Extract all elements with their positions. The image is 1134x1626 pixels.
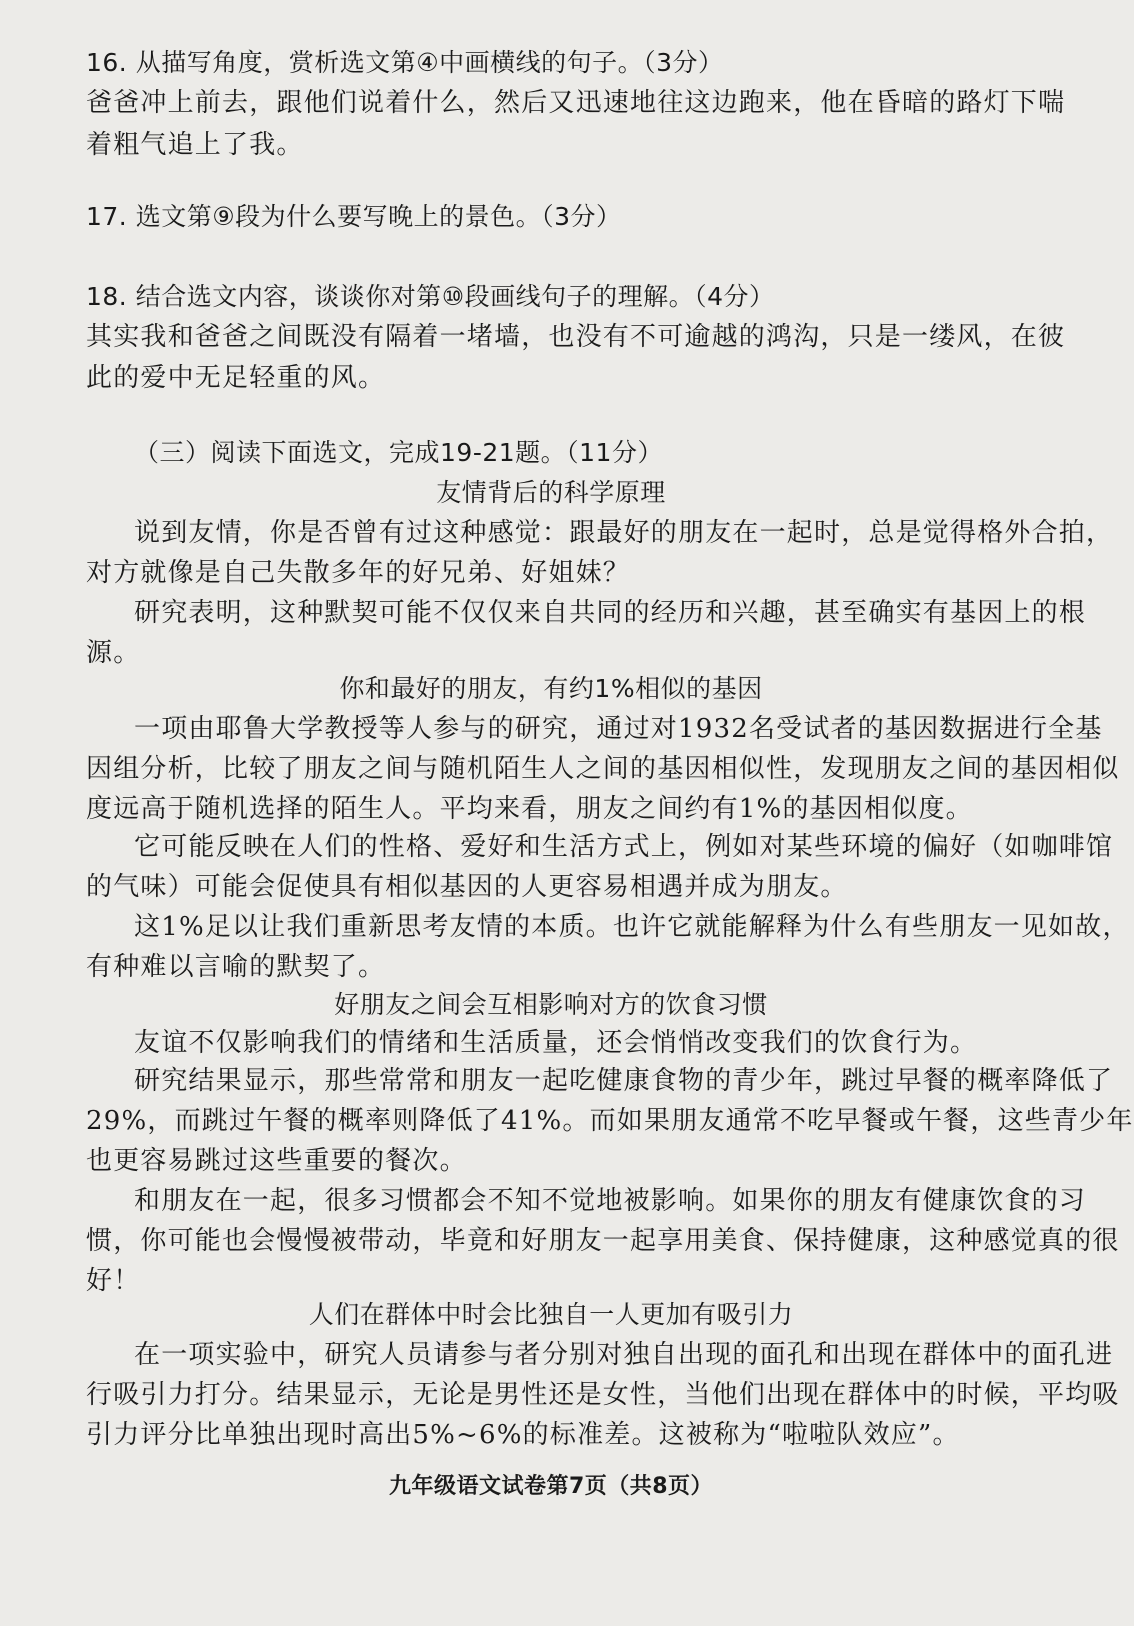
sub3-line-3: 引力评分比单独出现时高出5%~6%的标准差。这被称为“啦啦队效应”。 bbox=[86, 1420, 960, 1450]
intro-line-2: 对方就像是自己失散多年的好兄弟、好姐妹？ bbox=[86, 558, 631, 588]
sub2-line-3: 29%，而跳过午餐的概率则降低了41%。而如果朋友通常不吃早餐或午餐，这些青少年 bbox=[86, 1106, 1134, 1136]
sub1-line-1: 一项由耶鲁大学教授等人参与的研究，通过对1932名受试者的基因数据进行全基 bbox=[134, 714, 1103, 744]
subheading-3: 人们在群体中时会比独自一人更加有吸引力 bbox=[308, 1300, 794, 1329]
sub1-line-6: 这1%足以让我们重新思考友情的本质。也许它就能解释为什么有些朋友一见如故， bbox=[134, 912, 1130, 942]
intro-line-1: 说到友情，你是否曾有过这种感觉：跟最好的朋友在一起时，总是觉得格外合拍， bbox=[134, 518, 1114, 548]
question-18-quote-line-1: 其实我和爸爸之间既没有隔着一堵墙，也没有不可逾越的鸿沟，只是一缕风，在彼 bbox=[86, 322, 1066, 352]
sub1-line-5: 的气味）可能会促使具有相似基因的人更容易相遇并成为朋友。 bbox=[86, 872, 848, 902]
sub1-line-7: 有种难以言喻的默契了。 bbox=[86, 952, 386, 982]
intro-line-4: 源。 bbox=[86, 638, 141, 668]
question-17-prompt: 17. 选文第⑨段为什么要写晚上的景色。（3分） bbox=[86, 202, 622, 231]
intro-line-3: 研究表明，这种默契可能不仅仅来自共同的经历和兴趣，甚至确实有基因上的根 bbox=[134, 598, 1087, 628]
question-18-prompt: 18. 结合选文内容，谈谈你对第⑩段画线句子的理解。（4分） bbox=[86, 282, 775, 311]
sub2-line-1: 友谊不仅影响我们的情绪和生活质量，还会悄悄改变我们的饮食行为。 bbox=[134, 1028, 978, 1058]
sub1-line-2: 因组分析，比较了朋友之间与随机陌生人之间的基因相似性，发现朋友之间的基因相似 bbox=[86, 754, 1120, 784]
sub2-line-2: 研究结果显示，那些常常和朋友一起吃健康食物的青少年，跳过早餐的概率降低了 bbox=[134, 1066, 1114, 1096]
question-16-quote-line-1: 爸爸冲上前去，跟他们说着什么，然后又迅速地往这边跑来，他在昏暗的路灯下喘 bbox=[86, 88, 1066, 118]
question-16-prompt: 16. 从描写角度，赏析选文第④中画横线的句子。（3分） bbox=[86, 48, 724, 77]
question-18-quote-line-2: 此的爱中无足轻重的风。 bbox=[86, 363, 386, 393]
sub2-line-5: 和朋友在一起，很多习惯都会不知不觉地被影响。如果你的朋友有健康饮食的习 bbox=[134, 1186, 1087, 1216]
sub1-line-4: 它可能反映在人们的性格、爱好和生活方式上，例如对某些环境的偏好（如咖啡馆 bbox=[134, 832, 1114, 862]
section-3-header: （三）阅读下面选文，完成19-21题。（11分） bbox=[134, 438, 663, 467]
sub1-line-3: 度远高于随机选择的陌生人。平均来看，朋友之间约有1%的基因相似度。 bbox=[86, 794, 973, 824]
sub2-line-6: 惯，你可能也会慢慢被带动，毕竟和好朋友一起享用美食、保持健康，这种感觉真的很 bbox=[86, 1226, 1120, 1256]
question-16-quote-line-2: 着粗气追上了我。 bbox=[86, 130, 304, 160]
sub2-line-4: 也更容易跳过这些重要的餐次。 bbox=[86, 1146, 467, 1176]
sub3-line-2: 行吸引力打分。结果显示，无论是男性还是女性，当他们出现在群体中的时候，平均吸 bbox=[86, 1380, 1120, 1410]
sub3-line-1: 在一项实验中，研究人员请参与者分别对独自出现的面孔和出现在群体中的面孔进 bbox=[134, 1340, 1114, 1370]
page-footer: 九年级语文试卷第7页（共8页） bbox=[388, 1474, 714, 1499]
subheading-2: 好朋友之间会互相影响对方的饮食习惯 bbox=[334, 990, 768, 1019]
article-title: 友情背后的科学原理 bbox=[436, 478, 666, 507]
sub2-line-7: 好！ bbox=[86, 1266, 141, 1296]
subheading-1: 你和最好的朋友，有约1%相似的基因 bbox=[339, 674, 763, 703]
